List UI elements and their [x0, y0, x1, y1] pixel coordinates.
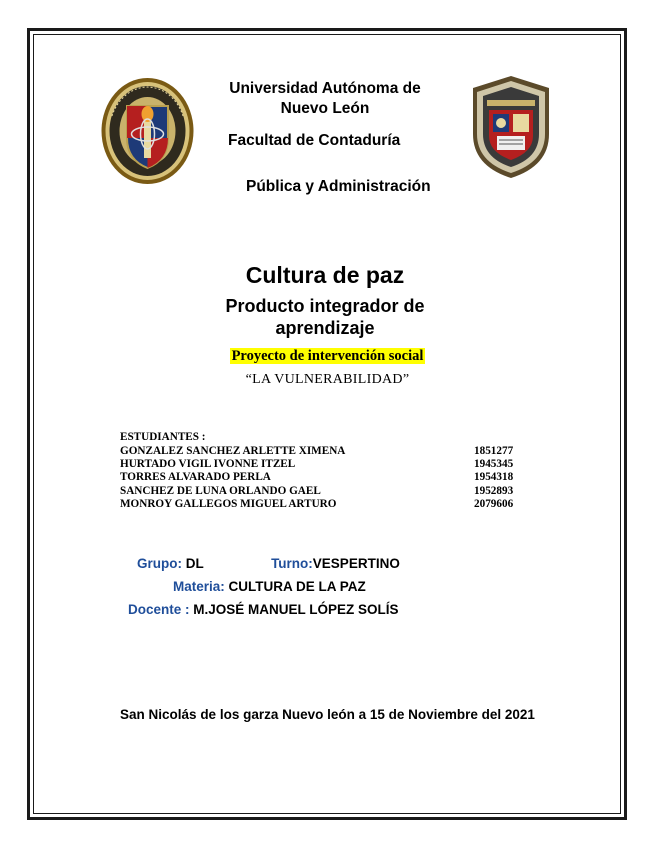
- student-id: 1954318: [474, 471, 514, 484]
- place-date-footer: San Nicolás de los garza Nuevo león a 15 de Noviembre del 2021: [120, 707, 535, 722]
- teacher-value: M.JOSÉ MANUEL LÓPEZ SOLÍS: [193, 602, 399, 617]
- student-name: HURTADO VIGIL IVONNE ITZEL: [120, 458, 296, 471]
- student-row: [120, 458, 530, 471]
- student-row: [120, 485, 530, 498]
- student-row: [120, 445, 530, 458]
- student-row: [120, 498, 530, 511]
- shift-value: VESPERTINO: [312, 556, 400, 571]
- student-name: GONZALEZ SANCHEZ ARLETTE XIMENA: [120, 445, 346, 457]
- group-value: DL: [185, 556, 204, 571]
- uanl-seal-logo: [100, 76, 195, 186]
- faculty-seal-logo: [469, 74, 553, 180]
- faculty-name-line1: Facultad de Contaduría: [228, 132, 401, 149]
- faculty-name-line2: Pública y Administración: [246, 178, 431, 195]
- university-name-line1: Universidad Autónoma de: [229, 80, 421, 97]
- project-type-highlighted: Proyecto de intervención social: [231, 348, 424, 364]
- student-id: 2079606: [474, 497, 514, 510]
- student-id: 1851277: [474, 445, 514, 457]
- student-name: MONROY GALLEGOS MIGUEL ARTURO: [120, 497, 337, 510]
- subject-line: [173, 579, 366, 594]
- university-name-line2: Nuevo León: [280, 100, 370, 117]
- subject-value: CULTURA DE LA PAZ: [228, 579, 366, 594]
- document-subtitle-line2: aprendizaje: [275, 318, 375, 338]
- subject-label: Materia:: [173, 579, 225, 594]
- student-name: TORRES ALVARADO PERLA: [120, 471, 271, 484]
- group-label: Grupo:: [137, 556, 182, 571]
- student-row: [120, 471, 530, 484]
- student-id: 1952893: [474, 484, 514, 497]
- teacher-label: Docente :: [128, 602, 190, 617]
- group-shift-line: [137, 556, 400, 571]
- shift-label: Turno:: [271, 556, 313, 571]
- document-title: Cultura de paz: [245, 262, 405, 288]
- student-id: 1945345: [474, 458, 514, 471]
- students-label: ESTUDIANTES :: [120, 431, 206, 443]
- project-name: “LA VULNERABILIDAD”: [245, 372, 410, 387]
- students-list: [120, 430, 530, 511]
- project-type: [0, 347, 655, 365]
- student-name: SANCHEZ DE LUNA ORLANDO GAEL: [120, 484, 321, 497]
- teacher-line: [128, 602, 399, 617]
- document-subtitle-line1: Producto integrador de: [225, 296, 425, 316]
